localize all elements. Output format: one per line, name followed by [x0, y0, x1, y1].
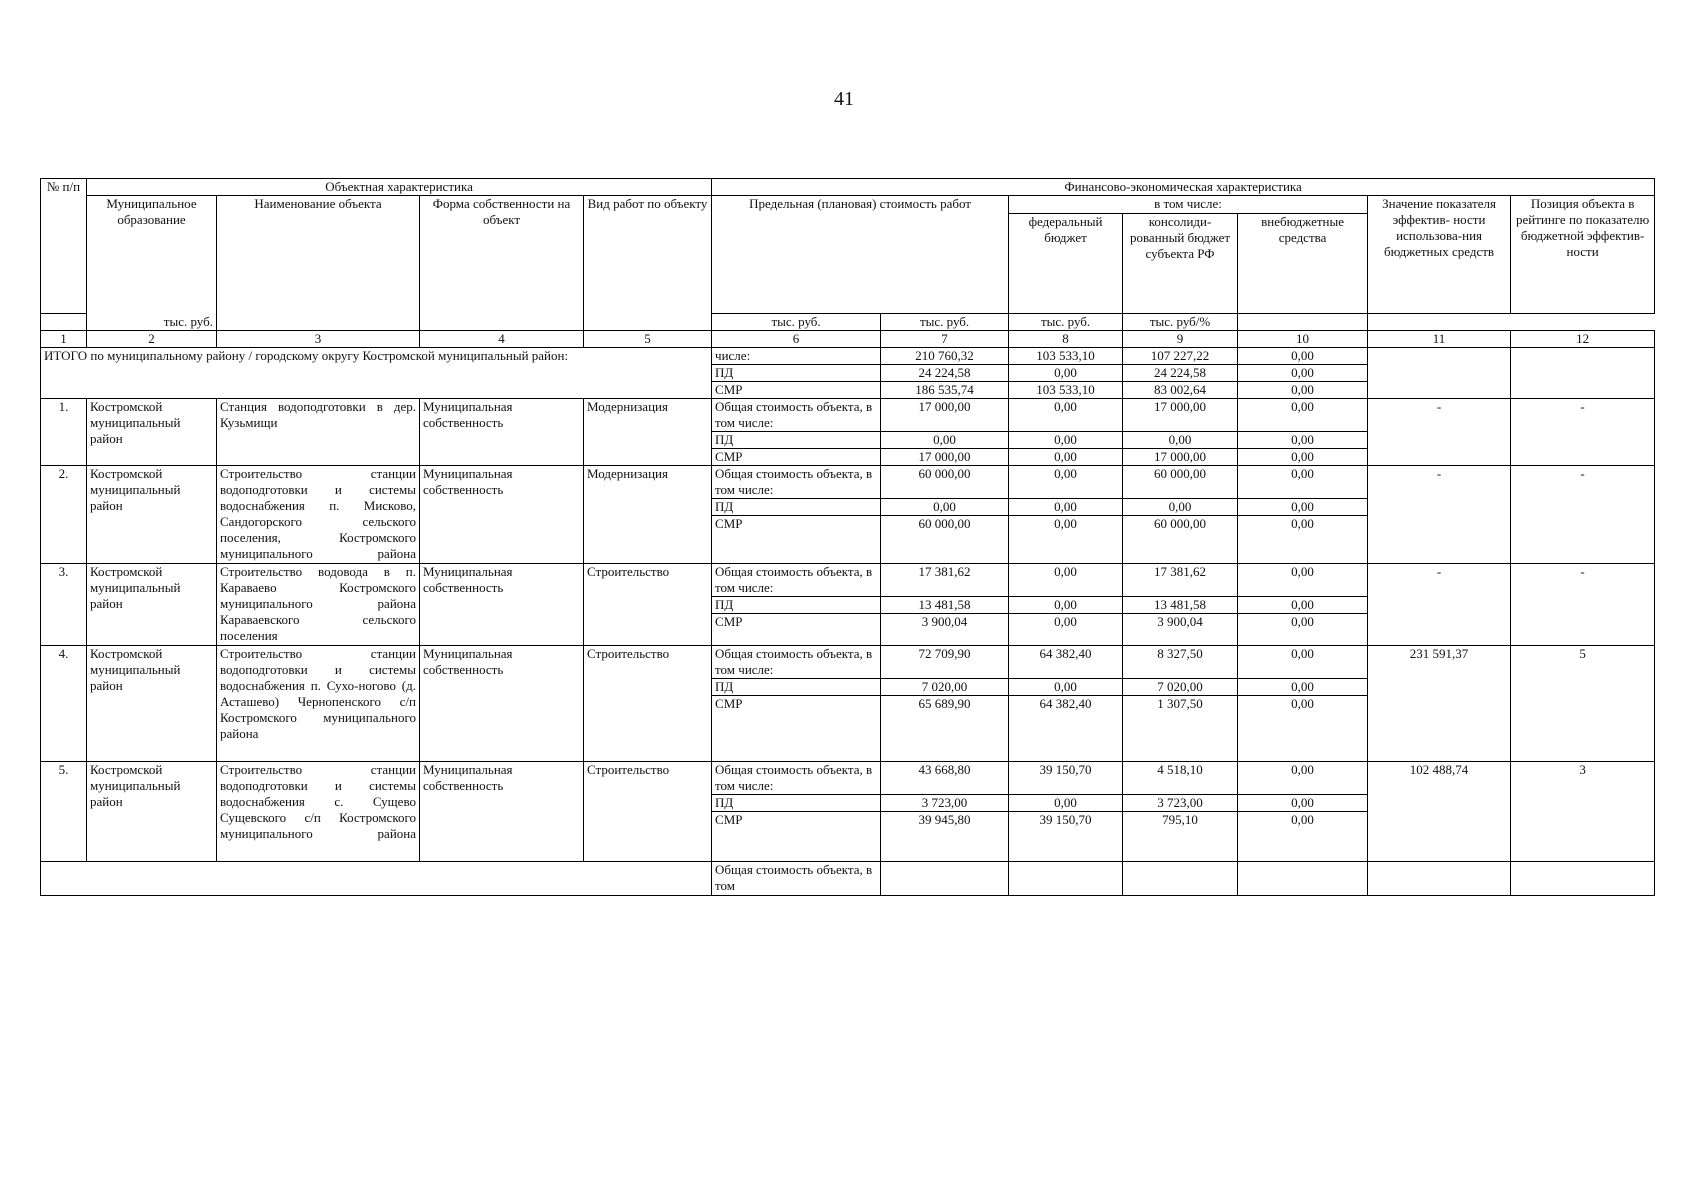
object-row-label: Общая стоимость объекта, в том числе: [712, 646, 881, 679]
object-num: 1. [41, 399, 87, 466]
object-rank: - [1511, 466, 1655, 564]
col-number: 6 [712, 331, 881, 348]
total-consolidated: 24 224,58 [1123, 365, 1238, 382]
object-num: 5. [41, 762, 87, 862]
tail-empty [41, 862, 712, 896]
object-federal: 0,00 [1009, 399, 1123, 432]
object-efficiency: 102 488,74 [1368, 762, 1511, 862]
unit-offbudget: тыс. руб. [1009, 314, 1123, 331]
object-consolidated: 17 000,00 [1123, 399, 1238, 432]
header-federal: федеральный бюджет [1009, 214, 1123, 314]
object-efficiency: - [1368, 466, 1511, 564]
object-row [41, 466, 1655, 499]
object-cost: 3 723,00 [881, 795, 1009, 812]
object-municipality: Костромской муниципальный район [87, 466, 217, 564]
object-federal: 64 382,40 [1009, 696, 1123, 762]
object-municipality: Костромской муниципальный район [87, 564, 217, 646]
object-federal: 0,00 [1009, 499, 1123, 516]
col-number: 11 [1368, 331, 1511, 348]
object-rank: - [1511, 399, 1655, 466]
page-number: 41 [834, 88, 854, 110]
header-municipality: Муниципальное образование [87, 196, 217, 331]
object-federal: 0,00 [1009, 564, 1123, 597]
object-row [41, 762, 1655, 795]
object-consolidated: 3 900,04 [1123, 614, 1238, 646]
tail-cell [1123, 862, 1238, 896]
object-row [41, 646, 1655, 679]
object-cost: 60 000,00 [881, 466, 1009, 499]
object-ownership: Муниципальная собственность [420, 646, 584, 762]
total-row-label: числе: [712, 348, 881, 365]
unit-efficiency: тыс. руб/% [1123, 314, 1238, 331]
header-object-group: Объектная характеристика [87, 179, 712, 196]
object-federal: 0,00 [1009, 466, 1123, 499]
header-finance-group: Финансово-экономическая характеристика [712, 179, 1655, 196]
object-cost: 17 000,00 [881, 449, 1009, 466]
object-offbudget: 0,00 [1238, 597, 1368, 614]
investment-objects-table [40, 178, 1655, 896]
object-row-label: СМР [712, 812, 881, 862]
object-offbudget: 0,00 [1238, 696, 1368, 762]
object-ownership: Муниципальная собственность [420, 466, 584, 564]
total-row-label: ПД [712, 365, 881, 382]
object-offbudget: 0,00 [1238, 466, 1368, 499]
col-number: 8 [1009, 331, 1123, 348]
object-offbudget: 0,00 [1238, 449, 1368, 466]
total-offbudget: 0,00 [1238, 382, 1368, 399]
header-rank: Позиция объекта в рейтинге по показателю бюджетной эффектив-ности [1511, 196, 1655, 314]
object-work-type: Строительство [584, 762, 712, 862]
object-cost: 60 000,00 [881, 516, 1009, 564]
total-offbudget: 0,00 [1238, 365, 1368, 382]
object-row [41, 564, 1655, 597]
object-offbudget: 0,00 [1238, 646, 1368, 679]
unit-consolidated: тыс. руб. [881, 314, 1009, 331]
object-offbudget: 0,00 [1238, 432, 1368, 449]
object-consolidated: 1 307,50 [1123, 696, 1238, 762]
total-cost: 24 224,58 [881, 365, 1009, 382]
object-offbudget: 0,00 [1238, 614, 1368, 646]
total-row-label: СМР [712, 382, 881, 399]
header-num: № п/п [41, 179, 87, 314]
object-row-label: ПД [712, 679, 881, 696]
object-name: Строительство станции водоподготовки и системы водоснабжения с. Сущево Сущевского с/п Костромского муниципального района [217, 762, 420, 862]
total-label: ИТОГО по муниципальному району / городскому округу Костромской муниципальный район: [41, 348, 712, 399]
tail-cell [1238, 862, 1368, 896]
total-cost: 186 535,74 [881, 382, 1009, 399]
object-federal: 0,00 [1009, 597, 1123, 614]
object-municipality: Костромской муниципальный район [87, 762, 217, 862]
object-num: 3. [41, 564, 87, 646]
tail-row [41, 862, 1655, 896]
header-work-type: Вид работ по объекту [584, 196, 712, 331]
object-cost: 0,00 [881, 432, 1009, 449]
object-row [41, 399, 1655, 432]
object-offbudget: 0,00 [1238, 812, 1368, 862]
object-consolidated: 795,10 [1123, 812, 1238, 862]
object-work-type: Модернизация [584, 399, 712, 466]
object-offbudget: 0,00 [1238, 516, 1368, 564]
object-rank: 3 [1511, 762, 1655, 862]
column-numbers-row [41, 331, 1655, 348]
object-municipality: Костромской муниципальный район [87, 399, 217, 466]
total-consolidated: 107 227,22 [1123, 348, 1238, 365]
object-consolidated: 17 381,62 [1123, 564, 1238, 597]
header-object-name: Наименование объекта [217, 196, 420, 331]
object-name: Станция водоподготовки в дер. Кузьмищи [217, 399, 420, 466]
object-federal: 0,00 [1009, 516, 1123, 564]
unit-federal: тыс. руб. [712, 314, 881, 331]
total-consolidated: 83 002,64 [1123, 382, 1238, 399]
col-number: 4 [420, 331, 584, 348]
object-consolidated: 7 020,00 [1123, 679, 1238, 696]
object-cost: 0,00 [881, 499, 1009, 516]
object-work-type: Строительство [584, 564, 712, 646]
object-consolidated: 0,00 [1123, 499, 1238, 516]
object-consolidated: 60 000,00 [1123, 516, 1238, 564]
object-federal: 0,00 [1009, 614, 1123, 646]
object-federal: 39 150,70 [1009, 812, 1123, 862]
object-row-label: ПД [712, 795, 881, 812]
object-federal: 64 382,40 [1009, 646, 1123, 679]
object-offbudget: 0,00 [1238, 564, 1368, 597]
object-efficiency: - [1368, 564, 1511, 646]
col-number: 12 [1511, 331, 1655, 348]
object-efficiency: - [1368, 399, 1511, 466]
object-name: Строительство станции водоподготовки и системы водоснабжения п. Сухо-ногово (д. Асташево) Чернопенского с/п Костромского муниципального района [217, 646, 420, 762]
table-body [41, 179, 1655, 896]
object-work-type: Модернизация [584, 466, 712, 564]
header-consolidated: консолиди-рованный бюджет субъекта РФ [1123, 214, 1238, 314]
object-consolidated: 17 000,00 [1123, 449, 1238, 466]
object-cost: 3 900,04 [881, 614, 1009, 646]
col-number: 1 [41, 331, 87, 348]
object-row-label: ПД [712, 432, 881, 449]
col-number: 10 [1238, 331, 1368, 348]
object-efficiency: 231 591,37 [1368, 646, 1511, 762]
object-row-label: ПД [712, 499, 881, 516]
object-num: 2. [41, 466, 87, 564]
total-federal: 0,00 [1009, 365, 1123, 382]
object-offbudget: 0,00 [1238, 762, 1368, 795]
object-row-label: Общая стоимость объекта, в том числе: [712, 399, 881, 432]
total-efficiency [1368, 348, 1511, 399]
unit-cost: тыс. руб. [41, 314, 217, 331]
object-row-label: Общая стоимость объекта, в том числе: [712, 762, 881, 795]
total-row [41, 348, 1655, 365]
object-num: 4. [41, 646, 87, 762]
header-ownership: Форма собственности на объект [420, 196, 584, 331]
object-cost: 13 481,58 [881, 597, 1009, 614]
total-federal: 103 533,10 [1009, 348, 1123, 365]
object-offbudget: 0,00 [1238, 399, 1368, 432]
object-cost: 39 945,80 [881, 812, 1009, 862]
object-cost: 43 668,80 [881, 762, 1009, 795]
unit-rank [1238, 314, 1368, 331]
object-row-label: СМР [712, 614, 881, 646]
total-cost: 210 760,32 [881, 348, 1009, 365]
object-offbudget: 0,00 [1238, 499, 1368, 516]
object-offbudget: 0,00 [1238, 679, 1368, 696]
object-federal: 0,00 [1009, 432, 1123, 449]
object-federal: 0,00 [1009, 795, 1123, 812]
total-federal: 103 533,10 [1009, 382, 1123, 399]
object-consolidated: 3 723,00 [1123, 795, 1238, 812]
col-number: 7 [881, 331, 1009, 348]
col-number: 2 [87, 331, 217, 348]
col-number: 3 [217, 331, 420, 348]
object-federal: 0,00 [1009, 679, 1123, 696]
total-rank [1511, 348, 1655, 399]
object-federal: 0,00 [1009, 449, 1123, 466]
object-ownership: Муниципальная собственность [420, 399, 584, 466]
header-row-columns [41, 196, 1655, 214]
object-ownership: Муниципальная собственность [420, 762, 584, 862]
object-row-label: СМР [712, 696, 881, 762]
object-cost: 17 000,00 [881, 399, 1009, 432]
header-max-cost: Предельная (плановая) стоимость работ [712, 196, 1009, 314]
object-name: Строительство станции водоподготовки и системы водоснабжения п. Мисково, Сандогорского сельского поселения, Костромского муниципального района [217, 466, 420, 564]
object-name: Строительство водовода в п. Караваево Костромского муниципального района Караваевского сельского поселения [217, 564, 420, 646]
tail-cell [881, 862, 1009, 896]
col-number: 5 [584, 331, 712, 348]
object-row-label: Общая стоимость объекта, в том числе: [712, 564, 881, 597]
tail-cell [1009, 862, 1123, 896]
object-ownership: Муниципальная собственность [420, 564, 584, 646]
col-number: 9 [1123, 331, 1238, 348]
object-cost: 65 689,90 [881, 696, 1009, 762]
tail-cell [1511, 862, 1655, 896]
header-offbudget: внебюджетные средства [1238, 214, 1368, 314]
header-efficiency: Значение показателя эффектив- ности использова-ния бюджетных средств [1368, 196, 1511, 314]
object-rank: 5 [1511, 646, 1655, 762]
tail-cell [1368, 862, 1511, 896]
object-rank: - [1511, 564, 1655, 646]
tail-label: Общая стоимость объекта, в том [712, 862, 881, 896]
object-consolidated: 4 518,10 [1123, 762, 1238, 795]
object-work-type: Строительство [584, 646, 712, 762]
object-cost: 17 381,62 [881, 564, 1009, 597]
object-row-label: Общая стоимость объекта, в том числе: [712, 466, 881, 499]
object-consolidated: 60 000,00 [1123, 466, 1238, 499]
object-row-label: ПД [712, 597, 881, 614]
object-offbudget: 0,00 [1238, 795, 1368, 812]
object-cost: 72 709,90 [881, 646, 1009, 679]
total-offbudget: 0,00 [1238, 348, 1368, 365]
object-row-label: СМР [712, 516, 881, 564]
object-consolidated: 13 481,58 [1123, 597, 1238, 614]
object-consolidated: 8 327,50 [1123, 646, 1238, 679]
investment-table-container [40, 178, 1654, 896]
object-consolidated: 0,00 [1123, 432, 1238, 449]
object-federal: 39 150,70 [1009, 762, 1123, 795]
header-including: в том числе: [1009, 196, 1368, 214]
object-row-label: СМР [712, 449, 881, 466]
object-cost: 7 020,00 [881, 679, 1009, 696]
header-row-groups [41, 179, 1655, 196]
object-municipality: Костромской муниципальный район [87, 646, 217, 762]
